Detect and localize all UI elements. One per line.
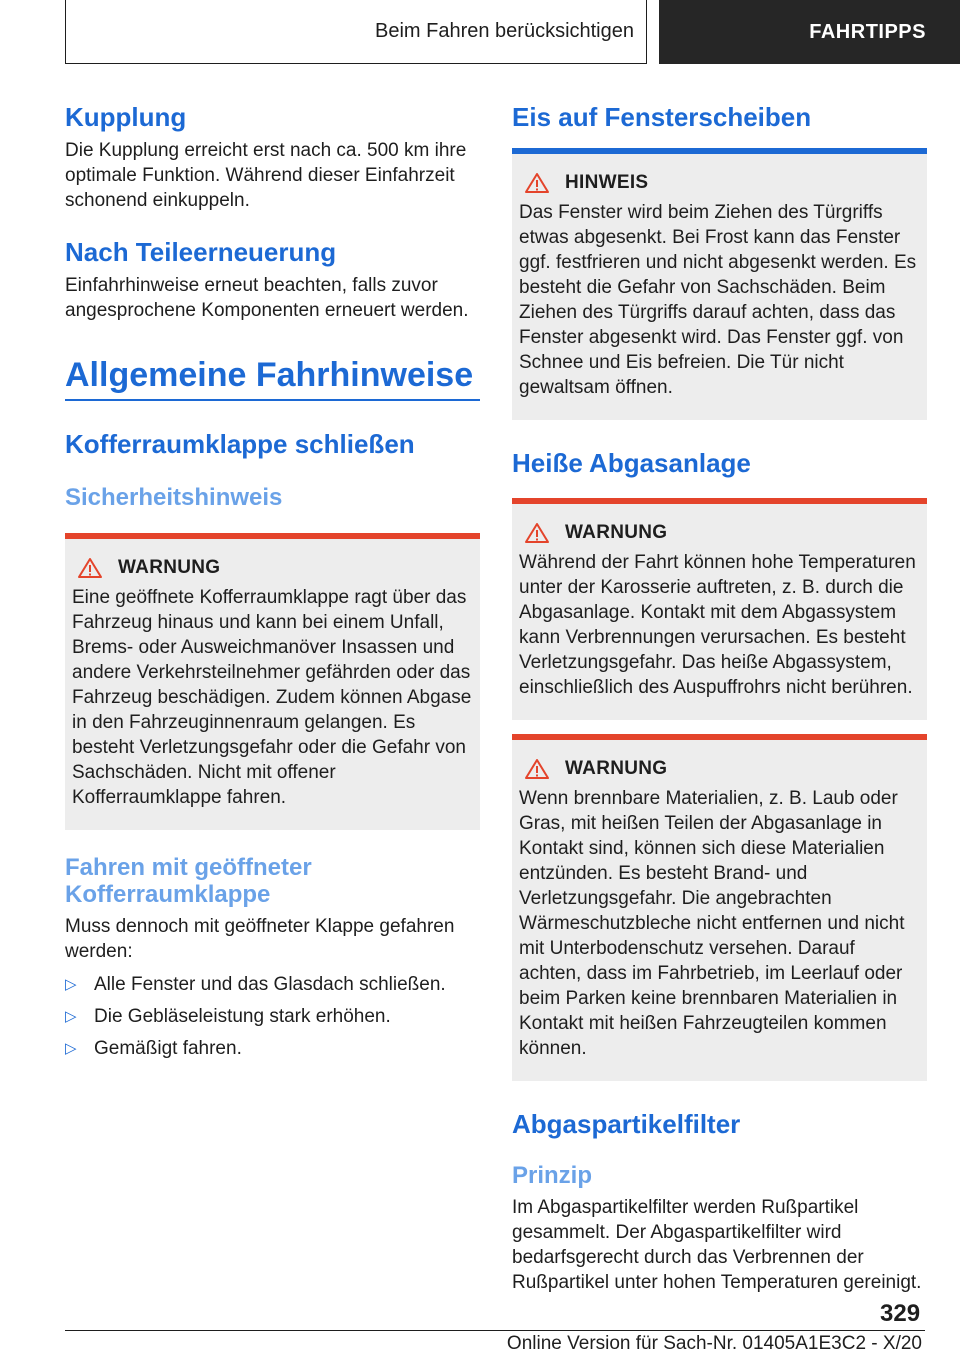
koffer-heading: Kofferraumklappe schließen [65,429,415,459]
sicher-heading: Sicherheitshinweis [65,484,283,511]
list-item-text: Die Gebläseleistung stark erhöhen. [94,1006,391,1027]
teil-text: Einfahrhinweise erneut beachten, falls zuvor angesprochene Komponenten erneuert werden. [65,275,469,321]
kupplung-heading: Kupplung [65,102,187,132]
offen-heading: Fahren mit geöffneter Kofferraumklappe [65,854,312,908]
right-column [512,100,927,1295]
prinzip-text: Im Abgaspartikelfilter werden Rußpartikel gesammelt. Der Abgaspartikelfilter wird bedarfsgerecht durch das Verbrennen der Rußpartikel unter hohen Temperaturen gereinigt. [512,1197,922,1293]
warning-triangle-icon [524,172,550,194]
heading-rule [65,399,480,401]
warning-box-kofferraum [65,533,480,830]
filter-heading: Abgaspartikelfilter [512,1109,741,1139]
footer-text: Online Version für Sach-Nr. 01405A1E3C2 - X/20 [506,1333,922,1354]
warning-text: Wenn brennbare Materialien, z. B. Laub oder Gras, mit heißen Teilen der Abgasanlage in Kontakt sind, können sich diese Materialien entzünden. Es besteht Brand- und Verletzungsgefahr. Die angebrachten Wärmeschutzbleche nicht entfernen und nicht mit Unterbodenschutz versehen. Darauf achten, dass im Fahrbetrieb, im Leerlauf oder beim Parken keine brennbaren Materialien in Kontakt mit heißen Fahrzeugteilen kommen können. [519,788,905,1059]
offen-text: Muss dennoch mit geöffneter Klappe gefahren werden: [65,916,455,962]
header-chapter-label: FAHRTIPPS [809,20,926,43]
warning-triangle-icon [524,758,550,780]
warning-box-abgas-1 [512,498,927,720]
heisse-heading: Heiße Abgasanlage [512,448,751,478]
left-column [65,100,480,1068]
list-item [65,1004,480,1029]
warning-text: Eine geöffnete Kofferraumklappe ragt über das Fahrzeug hinaus und kann bei einem Unfall, Brems- oder Ausweichmanöver Insassen und andere Verkehrsteilnehmer gefährden oder das Fahrzeug beschädigen. Zudem können Abgase in den Fahrzeuginnenraum gelangen. Es besteht Verletzungsgefahr oder die Gefahr von Sachschäden. Nicht mit offener Kofferraumklappe fahren. [72,587,472,808]
instruction-list [65,972,480,1061]
warning-title: WARNUNG [118,557,221,578]
teil-heading: Nach Teileerneuerung [65,237,337,267]
header-section-label: Beim Fahren berücksichtigen [374,20,634,42]
header-section [65,0,647,64]
note-text: Das Fenster wird beim Ziehen des Türgriffs etwas abgesenkt. Bei Frost kann das Fenster ggf. festfrieren und nicht abgesenkt werden. Es besteht die Gefahr von Sachschäden. Beim Ziehen des Türgriffs darauf achten, dass das Fenster abgesenkt wird. Das Fenster ggf. von Schnee und Eis befreien. Die Tür nicht gewaltsam öffnen. [519,202,917,398]
prinzip-heading: Prinzip [512,1162,593,1189]
list-marker-icon: ▷ [65,1008,77,1025]
list-item-text: Gemäßigt fahren. [94,1038,242,1059]
eis-heading: Eis auf Fensterscheiben [512,102,812,132]
warning-box-abgas-2 [512,734,927,1081]
warning-title: WARNUNG [565,522,668,543]
list-item [65,972,480,997]
page-number: 329 [880,1300,921,1327]
allgemeine-heading: Allgemeine Fahrhinweise [65,356,474,394]
header-chapter [659,0,960,64]
warning-triangle-icon [77,557,103,579]
footer-rule [65,1330,925,1331]
list-marker-icon: ▷ [65,1040,77,1057]
warning-title: WARNUNG [565,758,668,779]
note-title: HINWEIS [565,172,649,193]
list-item-text: Alle Fenster und das Glasdach schließen. [94,974,446,995]
warning-triangle-icon [524,522,550,544]
note-box-eis [512,148,927,420]
list-item [65,1036,480,1061]
kupplung-text: Die Kupplung erreicht erst nach ca. 500 km ihre optimale Funktion. Während dieser Einfahrzeit schonend einkuppeln. [65,140,467,211]
warning-text: Während der Fahrt können hohe Temperaturen unter der Karosserie auftreten, z. B. durch die Abgasanlage. Kontakt mit dem Abgassystem kann Verbrennungen verursachen. Es besteht Verletzungsgefahr. Das heiße Abgassystem, einschließlich des Auspuffrohrs nicht berühren. [519,552,916,698]
list-marker-icon: ▷ [65,976,77,993]
